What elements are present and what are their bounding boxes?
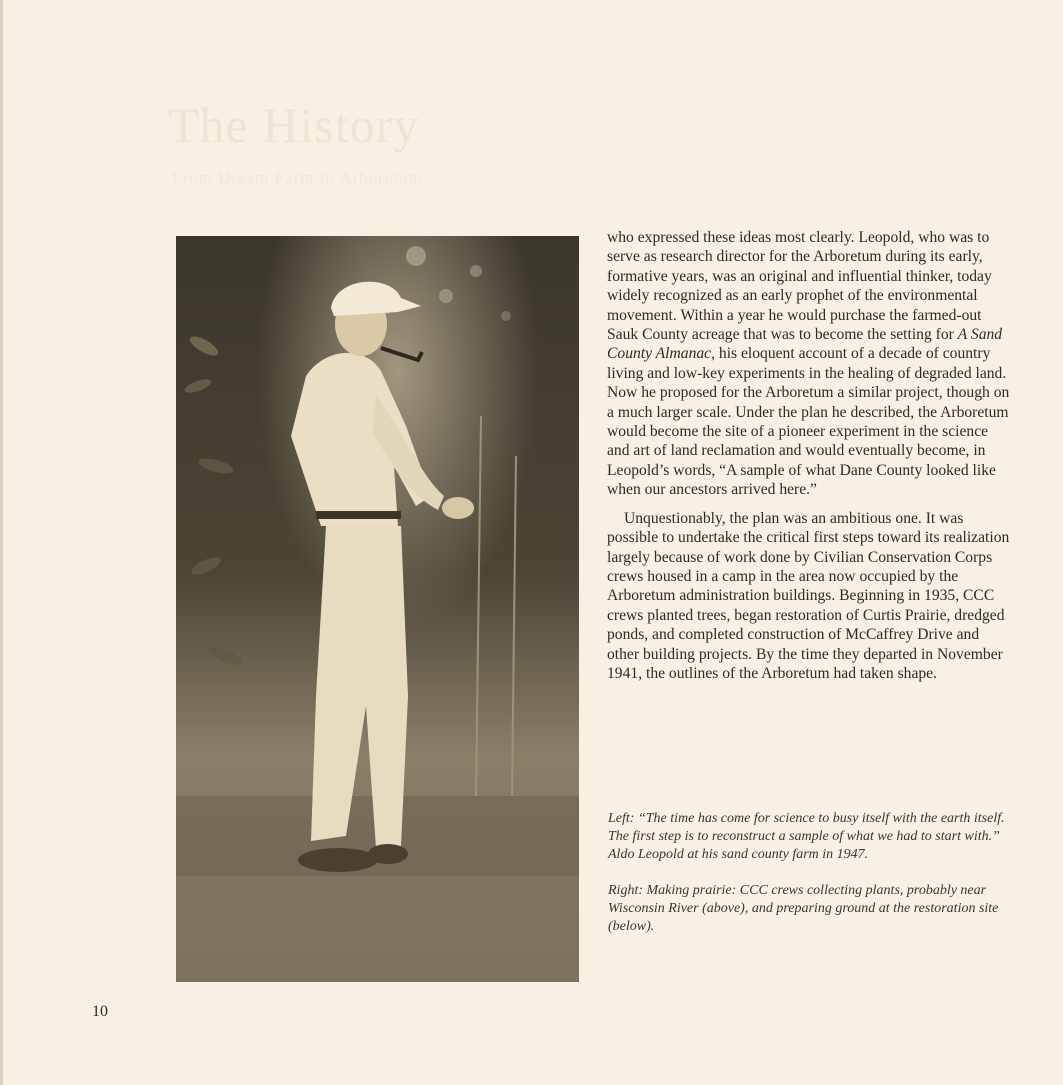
page-number: 10 [92, 1003, 108, 1020]
photo-illustration [176, 236, 579, 982]
caption-right: Right: Making prairie: CCC crews collecting plants, probably near Wisconsin River (above), and preparing ground at the restoration site (below). [608, 883, 999, 934]
body-paragraph-1-part-2: his eloquent account of a decade of country living and low-key experiments in the healing of degraded land. Now he proposed for the Arboretum a similar project, though on a much larger scale. Under the plan he described, the Arboretum would become the site of a pioneer experiment in the science and art of land reclamation and would eventually become, in Leopold’s words, “A sample of what Dane County looked like when our ancestors arrived here.” [607, 345, 1010, 499]
photo-captions [608, 810, 1010, 954]
body-paragraph-2: Unquestionably, the plan was an ambitious one. It was possible to undertake the critical first steps toward its realization largely because of work done by Civilian Conservation Corps crews housed in a camp in the area now occupied by the Arboretum administration buildings. Beginning in 1935, CCC crews planted trees, began restoration of Curtis Prairie, dredged ponds, and completed construction of McCaffrey Drive and other building projects. By the time they departed in November 1941, the outlines of the Arboretum had taken shape. [607, 509, 1010, 682]
book-title: A Sand County Almanac, [607, 326, 1003, 363]
page-edge [0, 0, 3, 1085]
body-paragraph-1-part-1: who expressed these ideas most clearly. Leopold, who was to serve as research director for the Arboretum during its early, formative years, was an original and influential thinker, today widely recognized as an early prophet of the environmental movement. Within a year he would purchase the farmed-out Sauk County acreage that was to become the setting for [607, 229, 992, 344]
body-paragraph-1 [607, 228, 1012, 500]
show-through-subheading: From Dream Farm to Arboretum [172, 168, 423, 187]
leopold-photograph [176, 236, 579, 982]
article-body [607, 228, 1012, 683]
caption-left: Left: “The time has come for science to busy itself with the earth itself. The first step is to reconstruct a sample of what we had to start with.” Aldo Leopold at his sand county farm in 1947. [608, 811, 1005, 862]
show-through-heading: The History [168, 97, 420, 153]
